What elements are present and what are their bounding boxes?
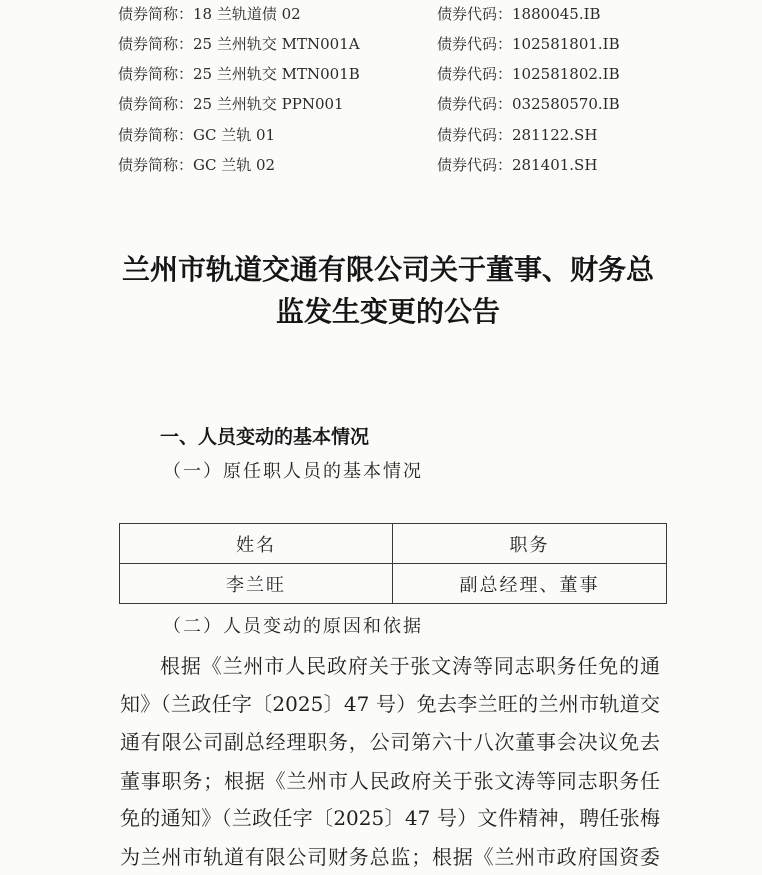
bond-name-value: GC 兰轨 02: [193, 156, 276, 174]
bond-short-name: [118, 94, 344, 114]
bond-code-label: 债券代码：: [437, 126, 513, 144]
personnel-table: [119, 523, 667, 604]
bond-short-name: [118, 64, 360, 84]
announcement-title-line-2: 监发生变更的公告: [275, 295, 500, 328]
bond-name-label: 债券简称：: [118, 126, 194, 144]
bond-code-label: 债券代码：: [437, 156, 513, 174]
bond-name-label: 债券简称：: [118, 156, 194, 174]
bond-code-value: 102581801.IB: [512, 35, 620, 53]
table-row: [120, 564, 667, 604]
bond-code: [437, 4, 601, 24]
bond-row: [0, 94, 762, 114]
bond-name-label: 债券简称：: [118, 35, 194, 53]
bond-code-value: 281122.SH: [512, 126, 598, 144]
paragraph-line: 为兰州市轨道有限公司财务总监；根据《兰州市政府国资委: [120, 845, 660, 869]
bond-name-label: 债券简称：: [118, 5, 194, 23]
bond-name-label: 债券简称：: [118, 65, 194, 83]
bond-row: [0, 4, 762, 24]
bond-code-value: 102581802.IB: [512, 65, 620, 83]
paragraph-line: 知》（兰政任字〔2025〕47 号）免去李兰旺的兰州市轨道交: [120, 692, 660, 716]
bond-code: [437, 64, 620, 84]
paragraph-line: 根据《兰州市人民政府关于张文涛等同志职务任免的通: [160, 654, 660, 678]
table-header-name: 姓名: [120, 524, 393, 564]
bond-name-label: 债券简称：: [118, 95, 194, 113]
sub-heading-change-reason: （二）人员变动的原因和依据: [163, 616, 423, 637]
bond-name-value: GC 兰轨 01: [193, 126, 276, 144]
bond-code: [437, 125, 597, 145]
bond-code: [437, 34, 620, 54]
paragraph-line: 董事职务；根据《兰州市人民政府关于张文涛等同志职务任: [120, 769, 660, 793]
bond-short-name: [118, 125, 275, 145]
bond-code-label: 债券代码：: [437, 35, 513, 53]
bond-short-name: [118, 34, 360, 54]
sub-heading-original-personnel: （一）原任职人员的基本情况: [163, 461, 423, 482]
bond-code: [437, 94, 620, 114]
bond-row: [0, 125, 762, 145]
section-heading: 一、人员变动的基本情况: [160, 426, 370, 448]
bond-code-value: 1880045.IB: [512, 5, 601, 23]
bond-name-value: 18 兰轨道债 02: [193, 5, 301, 23]
bond-code-value: 281401.SH: [512, 156, 598, 174]
bond-row: [0, 34, 762, 54]
bond-name-value: 25 兰州轨交 PPN001: [193, 95, 344, 113]
bond-row: [0, 155, 762, 175]
paragraph-line: 通有限公司副总经理职务，公司第六十八次董事会决议免去: [120, 730, 660, 754]
bond-code-label: 债券代码：: [437, 65, 513, 83]
bond-code-label: 债券代码：: [437, 5, 513, 23]
paragraph-line: 免的通知》（兰政任字〔2025〕47 号）文件精神，聘任张梅: [120, 806, 660, 830]
table-header-position: 职务: [393, 524, 667, 564]
bond-name-value: 25 兰州轨交 MTN001A: [193, 35, 360, 53]
table-cell-position: 副总经理、董事: [393, 564, 667, 604]
table-header-row: [120, 524, 667, 564]
announcement-title-line-1: 兰州市轨道交通有限公司关于董事、财务总: [121, 253, 654, 286]
bond-short-name: [118, 4, 301, 24]
bond-short-name: [118, 155, 275, 175]
table-cell-name: 李兰旺: [120, 564, 393, 604]
bond-code-label: 债券代码：: [437, 95, 513, 113]
bond-row: [0, 64, 762, 84]
bond-code: [437, 155, 597, 175]
bond-name-value: 25 兰州轨交 MTN001B: [193, 65, 360, 83]
bond-code-value: 032580570.IB: [512, 95, 620, 113]
